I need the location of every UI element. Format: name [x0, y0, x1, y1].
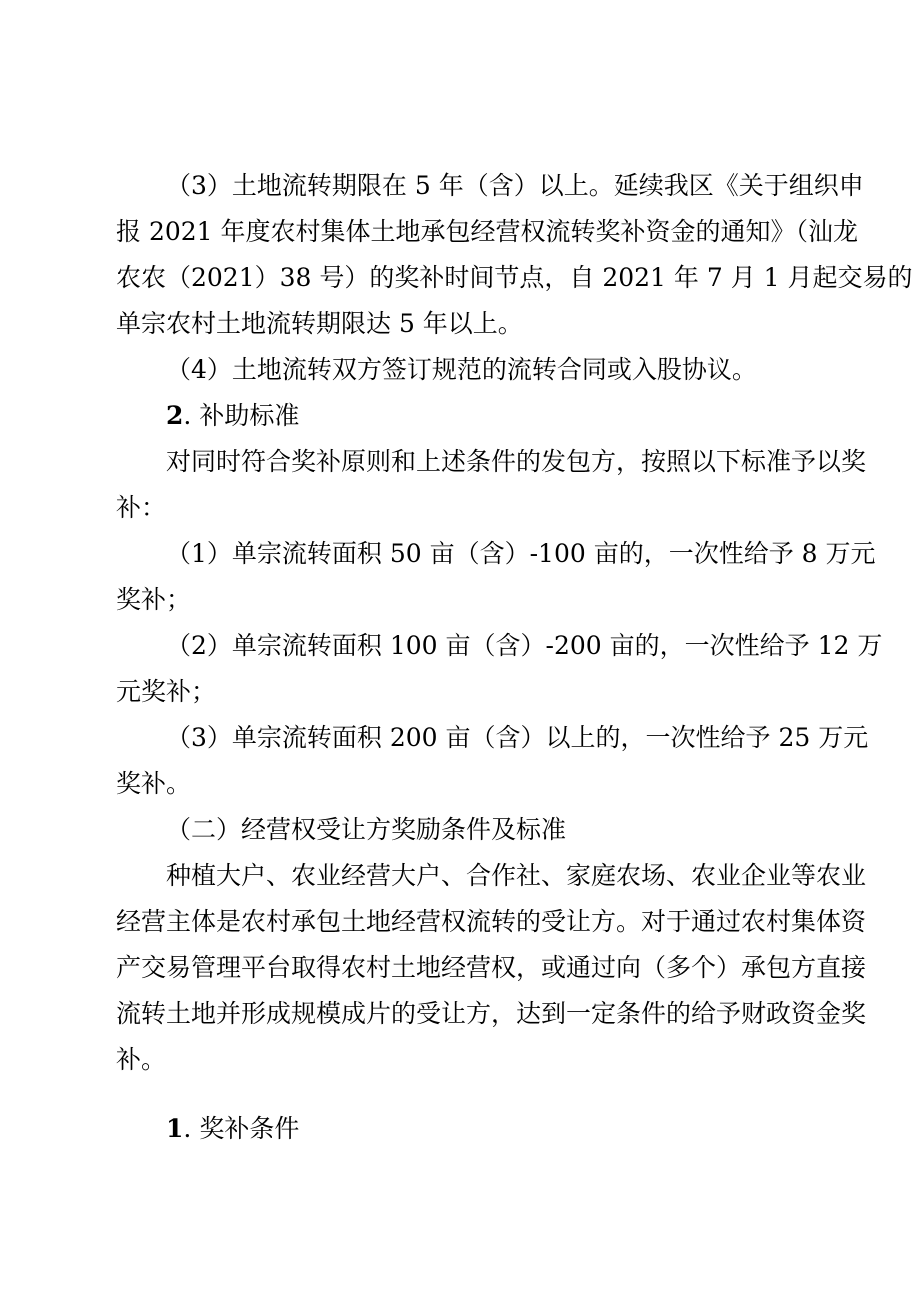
text-line: 对同时符合奖补原则和上述条件的发包方，按照以下标准予以奖 [166, 447, 867, 476]
text-line: 补。 [116, 1045, 167, 1074]
text-line: （4）土地流转双方签订规范的流转合同或入股协议。 [166, 355, 757, 384]
text-line: 单宗农村土地流转期限达 5 年以上。 [116, 309, 523, 338]
text-line: 流转土地并形成规模成片的受让方，达到一定条件的给予财政资金奖 [116, 999, 867, 1028]
text-line: 经营主体是农村承包土地经营权流转的受让方。对于通过农村集体资 [116, 907, 867, 936]
subsection-heading: （二）经营权受让方奖励条件及标准 [166, 815, 567, 844]
text-line: 农农（2021）38 号）的奖补时间节点，自 2021 年 7 月 1 月起交易的 [116, 263, 913, 292]
section-heading [166, 1112, 299, 1146]
heading-text: 补助标准 [199, 401, 300, 430]
text-line: 奖补。 [116, 769, 192, 798]
text-line: 奖补； [116, 585, 192, 614]
text-line: 补： [116, 493, 167, 522]
heading-number: 1 [166, 1114, 184, 1143]
text-line: 种植大户、农业经营大户、合作社、家庭农场、农业企业等农业 [166, 861, 867, 890]
heading-dot: . [183, 1114, 200, 1143]
text-line: 元奖补； [116, 677, 217, 706]
text-line: （1）单宗流转面积 50 亩（含）-100 亩的，一次性给予 8 万元 [166, 539, 876, 568]
section-heading [166, 399, 299, 433]
text-line: （3）土地流转期限在 5 年（含）以上。延续我区《关于组织申 [166, 171, 864, 200]
heading-text: 奖补条件 [199, 1114, 300, 1143]
heading-dot: . [183, 401, 200, 430]
text-line: 报 2021 年度农村集体土地承包经营权流转奖补资金的通知》（汕龙 [116, 217, 859, 246]
text-line: （3）单宗流转面积 200 亩（含）以上的，一次性给予 25 万元 [166, 723, 869, 752]
text-line: （2）单宗流转面积 100 亩（含）-200 亩的，一次性给予 12 万 [166, 631, 883, 660]
heading-number: 2 [166, 401, 184, 430]
text-line: 产交易管理平台取得农村土地经营权，或通过向（多个）承包方直接 [116, 953, 867, 982]
